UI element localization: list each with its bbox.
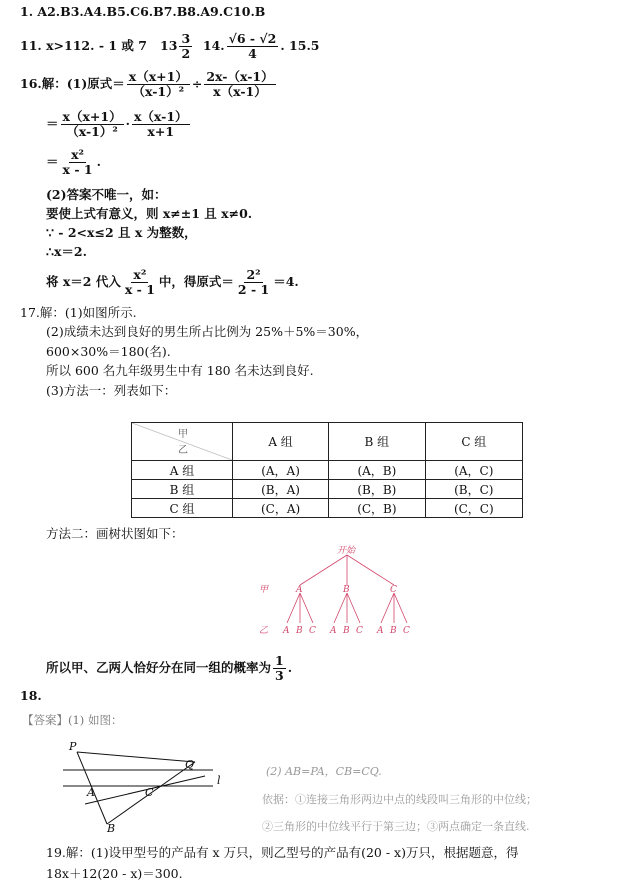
fraction-den: 3 bbox=[275, 668, 284, 683]
q17-line5: (3)方法一：列表如下： bbox=[46, 383, 177, 398]
q17-conclusion bbox=[46, 654, 292, 683]
tree-node: B bbox=[343, 585, 350, 595]
q17-line6: 方法二：画树状图如下： bbox=[46, 526, 184, 541]
sub-text-b: 中，得原式＝ bbox=[158, 274, 234, 289]
q17-line2: (2)成绩未达到良好的男生所占比例为 25%＋5%＝30%， bbox=[46, 324, 369, 339]
tree-root: 开始 bbox=[337, 546, 356, 556]
table-cell: (C，C) bbox=[425, 499, 522, 518]
q16-line3 bbox=[46, 148, 101, 177]
tree-leaf: C bbox=[309, 626, 316, 636]
q18-basis1: 依据：①连接三角形两边中点的线段叫三角形的中位线； bbox=[262, 793, 537, 806]
equals-sign: ＝ bbox=[46, 154, 59, 169]
grouping-table bbox=[131, 422, 523, 518]
fraction-den: x - 1 bbox=[124, 282, 155, 297]
answer-13: 13 bbox=[160, 38, 178, 53]
table-cell: (C，B) bbox=[329, 499, 426, 518]
table-row-label: C 组 bbox=[132, 499, 233, 518]
table-cell: (B，A) bbox=[233, 480, 329, 499]
q16-part2-line3: ∴x＝2. bbox=[46, 244, 87, 259]
table-cell: (A，A) bbox=[233, 461, 329, 480]
q16-part2: (2)答案不唯一，如： bbox=[46, 187, 167, 202]
fraction-den: x+1 bbox=[147, 124, 175, 139]
q16-line1 bbox=[20, 70, 278, 99]
period: . bbox=[96, 154, 101, 169]
fraction-den: （x-1）² bbox=[132, 84, 185, 99]
tree-diagram bbox=[255, 545, 425, 640]
table-cell: (A，C) bbox=[425, 461, 522, 480]
q16-label: 16.解：(1)原式＝ bbox=[20, 76, 125, 91]
q16-fraction-3 bbox=[61, 110, 124, 139]
fraction-13 bbox=[179, 32, 192, 61]
tree-leaf: A bbox=[283, 626, 290, 636]
point-c-label: C bbox=[145, 786, 154, 799]
tree-leaf: A bbox=[377, 626, 384, 636]
fraction-num: x（x+1） bbox=[128, 69, 188, 84]
corner-bottom-label: 乙 bbox=[178, 445, 188, 456]
tree-row1-label: 甲 bbox=[259, 585, 269, 595]
point-q-label: Q bbox=[185, 758, 195, 771]
q16-fraction-1 bbox=[127, 70, 190, 99]
q17-line1: 17.解：(1)如图所示. bbox=[20, 305, 137, 320]
q16-fraction-5 bbox=[61, 148, 95, 177]
period: . bbox=[287, 660, 293, 675]
q19-line1: 19.解：(1)设甲型号的产品有 x 万只，则乙型号的产品有(20 - x)万只，根据题意，得 bbox=[46, 845, 519, 860]
answer-12: 12. - 1 或 7 bbox=[72, 38, 147, 53]
table-header-cell: B 组 bbox=[329, 423, 426, 461]
fraction-den: x - 1 bbox=[62, 162, 93, 177]
table-cell: (B，B) bbox=[329, 480, 426, 499]
fraction-num: 1 bbox=[275, 653, 284, 668]
point-p-label: P bbox=[69, 740, 77, 753]
conclusion-text: 所以甲、乙两人恰好分在同一组的概率为 bbox=[46, 660, 272, 675]
q18-answer-label: 【答案】(1) 如图： bbox=[22, 713, 123, 727]
q18-part2: (2) AB=PA，CB=CQ. bbox=[266, 765, 382, 778]
fraction-num: x² bbox=[133, 267, 147, 282]
answers-1-10: 1. A2.B3.A4.B5.C6.B7.B8.A9.C10.B bbox=[20, 4, 266, 19]
tree-leaf: A bbox=[330, 626, 337, 636]
multiply-dot: · bbox=[125, 116, 130, 131]
sub-text-c: ＝4. bbox=[273, 274, 299, 289]
table-row-label: A 组 bbox=[132, 461, 233, 480]
equals-sign: ＝ bbox=[46, 116, 59, 131]
corner-top-label: 甲 bbox=[178, 429, 188, 440]
tree-leaf: B bbox=[296, 626, 303, 636]
table-cell: (B，C) bbox=[425, 480, 522, 499]
q16-substitution bbox=[46, 268, 299, 297]
tree-leaf: C bbox=[356, 626, 363, 636]
q16-fraction-2 bbox=[204, 70, 275, 99]
table-cell: (C，A) bbox=[233, 499, 329, 518]
tree-row2-label: 乙 bbox=[259, 626, 269, 636]
answer-11-12: 11. x>1 bbox=[20, 38, 73, 53]
fraction-num: 2x-（x-1） bbox=[206, 69, 274, 84]
fraction-num: 3 bbox=[181, 31, 191, 46]
geometry-figure bbox=[55, 738, 225, 833]
tree-leaf: B bbox=[343, 626, 350, 636]
fraction-num: x（x+1） bbox=[62, 109, 122, 124]
fraction-den: 2 - 1 bbox=[237, 282, 270, 297]
fraction-den: 2 bbox=[181, 46, 191, 61]
q17-line3: 600×30%＝180(名). bbox=[46, 344, 171, 359]
sub-text-a: 将 x＝2 代入 bbox=[46, 274, 121, 289]
answers-11-15 bbox=[20, 32, 320, 61]
fraction-den: x（x-1） bbox=[213, 84, 267, 99]
fraction-num: x² bbox=[71, 147, 84, 162]
table-row bbox=[132, 480, 523, 499]
answer-15: . 15.5 bbox=[280, 38, 320, 53]
q16-part2-line2: ∵ - 2<x≤2 且 x 为整数， bbox=[46, 225, 197, 240]
point-a-label: A bbox=[87, 786, 95, 799]
line-l-label: l bbox=[217, 774, 221, 787]
tree-leaf: C bbox=[403, 626, 410, 636]
fraction-num: x（x-1） bbox=[133, 109, 188, 124]
tree-node: A bbox=[296, 585, 303, 595]
fraction-num: √6 - √2 bbox=[228, 31, 277, 46]
answer-14: 14. bbox=[202, 38, 225, 53]
q19-line2: 18x＋12(20 - x)＝300. bbox=[46, 866, 183, 881]
q17-line4: 所以 600 名九年级男生中有 180 名未达到良好. bbox=[46, 363, 314, 378]
fraction-den: （x-1）² bbox=[66, 124, 118, 139]
q16-part2-line1: 要使上式有意义，则 x≠±1 且 x≠0. bbox=[46, 206, 253, 221]
tree-leaf: B bbox=[390, 626, 397, 636]
q16-fraction-7 bbox=[236, 268, 271, 297]
table-header-cell: C 组 bbox=[425, 423, 522, 461]
q16-line2 bbox=[46, 110, 192, 139]
point-b-label: B bbox=[107, 822, 116, 833]
q18-number: 18. bbox=[20, 688, 42, 703]
table-row bbox=[132, 499, 523, 518]
probability-fraction bbox=[273, 654, 286, 683]
tree-node: C bbox=[390, 585, 397, 595]
q16-fraction-6 bbox=[123, 268, 157, 297]
table-cell: (A，B) bbox=[329, 461, 426, 480]
fraction-num: 2² bbox=[246, 267, 261, 282]
fraction-den: 4 bbox=[248, 46, 257, 61]
table-row-label: B 组 bbox=[132, 480, 233, 499]
q16-fraction-4 bbox=[132, 110, 190, 139]
divide-sign: ÷ bbox=[191, 76, 203, 91]
table-header-row bbox=[132, 423, 523, 461]
table-header-cell: A 组 bbox=[233, 423, 329, 461]
q18-basis2: ②三角形的中位线平行于第三边；③两点确定一条直线. bbox=[262, 820, 530, 833]
fraction-14 bbox=[227, 32, 279, 61]
table-row bbox=[132, 461, 523, 480]
table-corner-cell bbox=[132, 423, 233, 461]
